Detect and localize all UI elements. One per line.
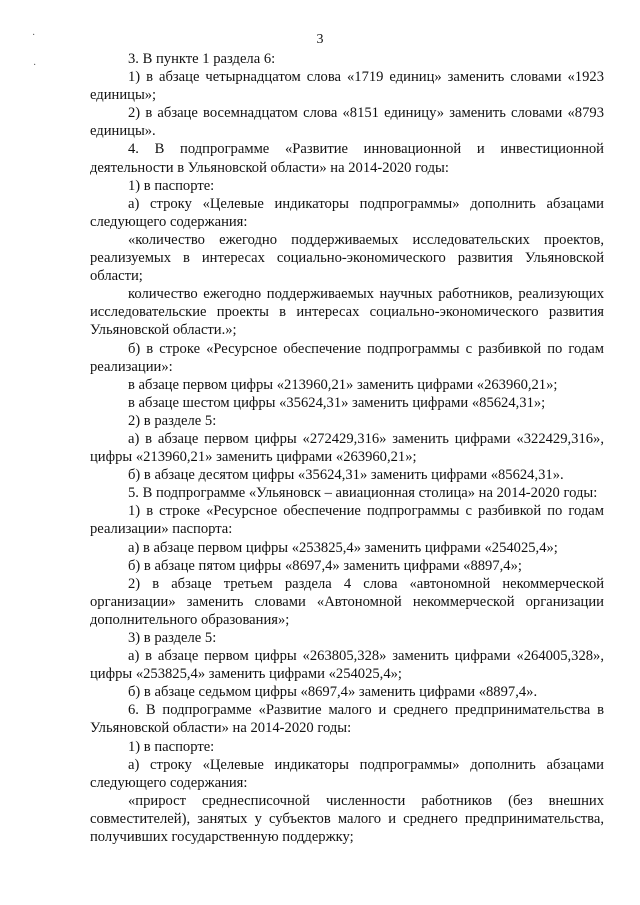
- paragraph: в абзаце первом цифры «213960,21» заменить цифрами «263960,21»;: [128, 376, 558, 393]
- paragraph: 1) в паспорте:: [128, 177, 215, 194]
- paragraph: 3) в разделе 5:: [128, 630, 217, 646]
- paragraph: 5. В подпрограмме «Ульяновск – авиационная столица» на 2014-2020 годы:: [128, 485, 598, 502]
- paragraph: 6. В подпрограмме «Развитие малого и среднего предпринимательства в Ульяновской области» на 2014-2020 годы:: [90, 702, 604, 737]
- paragraph: количество ежегодно поддерживаемых научных работников, реализующих исследовательские проекты в интересах социально-экономического развития Ульяновской области.»;: [90, 286, 604, 339]
- paragraph: а) строку «Целевые индикаторы подпрограммы» дополнить абзацами следующего содержания:: [90, 756, 604, 791]
- paragraph: 2) в абзаце третьем раздела 4 слова «автономной некоммерческой организации» заменить словами «Автономной некоммерческой организации дополнительного образования»;: [90, 575, 604, 628]
- paragraph: а) строку «Целевые индикаторы подпрограммы» дополнить абзацами следующего содержания:: [90, 195, 604, 230]
- page-number: 3: [316, 32, 324, 47]
- paragraph: 4. В подпрограмме «Развитие инновационной и инвестиционной деятельности в Ульяновской области» на 2014-2020 годы:: [90, 141, 604, 176]
- scan-mark: ·: [33, 60, 37, 71]
- paragraph: 1) в паспорте:: [128, 738, 215, 755]
- paragraph: 2) в разделе 5:: [128, 412, 217, 429]
- scan-mark: ·: [32, 30, 36, 41]
- paragraph: «количество ежегодно поддерживаемых исследовательских проектов, реализуемых в интересах социально-экономического развития Ульяновской области;: [90, 231, 604, 285]
- paragraph: б) в абзаце десятом цифры «35624,31» заменить цифрами «85624,31».: [128, 467, 564, 484]
- paragraph: 2) в абзаце восемнадцатом слова «8151 единицу» заменить словами «8793 единицы».: [90, 105, 604, 140]
- paragraph: а) в абзаце первом цифры «272429,316» заменить цифрами «322429,316», цифры «213960,21» заменить цифрами «263960,21»;: [90, 430, 604, 466]
- paragraph: «прирост среднесписочной численности работников (без внешних совместителей), занятых у субъектов малого и среднего предпринимательства, получивших государственную поддержку;: [90, 792, 604, 846]
- paragraph: 1) в строке «Ресурсное обеспечение подпрограммы с разбивкой по годам реализации» паспорта:: [90, 503, 604, 538]
- paragraph: 3. В пункте 1 раздела 6:: [128, 51, 276, 67]
- paragraph: а) в абзаце первом цифры «263805,328» заменить цифрами «264005,328», цифры «253825,4» заменить цифрами «254025,4»;: [90, 648, 604, 683]
- paragraph: б) в абзаце седьмом цифры «8697,4» заменить цифрами «8897,4».: [128, 684, 538, 701]
- paragraph: б) в абзаце пятом цифры «8697,4» заменить цифрами «8897,4»;: [128, 557, 522, 574]
- paragraph: в абзаце шестом цифры «35624,31» заменить цифрами «85624,31»;: [128, 394, 546, 411]
- paragraph: а) в абзаце первом цифры «253825,4» заменить цифрами «254025,4»;: [128, 539, 558, 556]
- document-body: [90, 50, 604, 846]
- paragraph: б) в строке «Ресурсное обеспечение подпрограммы с разбивкой по годам реализации»:: [90, 340, 604, 375]
- paragraph: 1) в абзаце четырнадцатом слова «1719 единиц» заменить словами «1923 единицы»;: [90, 69, 604, 104]
